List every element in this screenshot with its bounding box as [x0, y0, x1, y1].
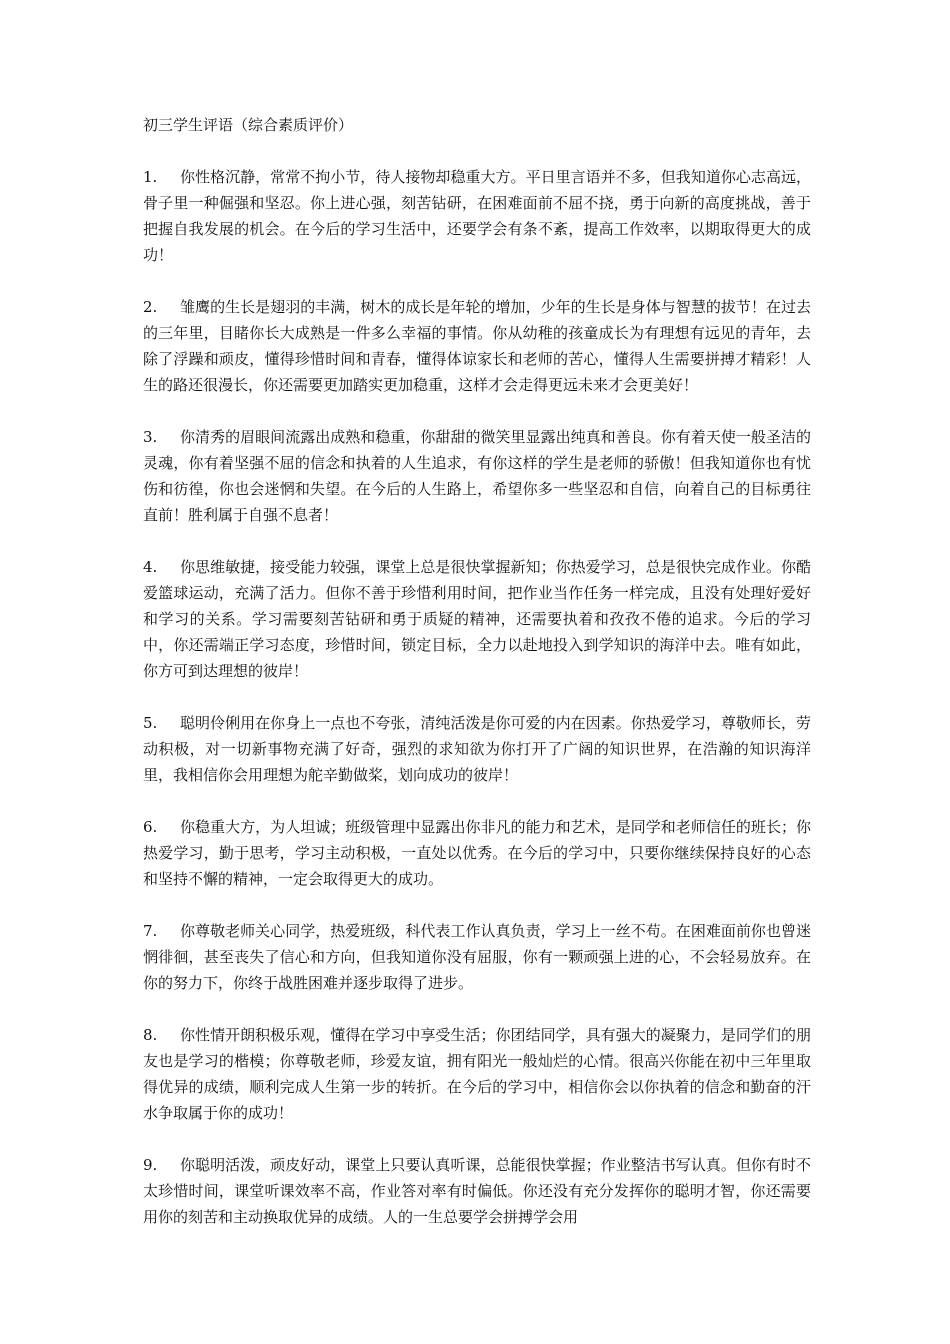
- comment-text: 你性格沉静，常常不拘小节，待人接物却稳重大方。平日里言语并不多，但我知道你心志高远，骨子里一种倔强和坚忍。你上进心强，刻苦钻研，在困难面前不屈不挠，勇于向新的高度挑战，善于把握自我发展的机会。在今后的学习生活中，还要学会有条不紊，提高工作效率，以期取得更大的成功！: [143, 168, 811, 264]
- comment-number: 5.: [143, 714, 158, 732]
- comment-number: 7.: [143, 922, 158, 940]
- comment-item: [143, 294, 811, 398]
- document-title: 初三学生评语（综合素质评价）: [143, 116, 354, 134]
- comment-text: 你思维敏捷，接受能力较强，课堂上总是很快掌握新知；你热爱学习，总是很快完成作业。你酷爱篮球运动，充满了活力。但你不善于珍惜利用时间，把作业当作任务一样完成，且没有处理好爱好和学习的关系。学习需要刻苦钻研和勇于质疑的精神，还需要执着和孜孜不倦的追求。今后的学习中，你还需端正学习态度，珍惜时间，锁定目标，全力以赴地投入到学知识的海洋中去。唯有如此，你方可到达理想的彼岸！: [143, 558, 811, 680]
- comment-item: [143, 1022, 811, 1126]
- comment-text: 你聪明活泼，顽皮好动，课堂上只要认真听课，总能很快掌握；作业整洁书写认真。但你有时不太珍惜时间，课堂听课效率不高，作业答对率有时偏低。你还没有充分发挥你的聪明才智，你还需要用你的刻苦和主动换取优异的成绩。人的一生总要学会拼搏学会用: [143, 1156, 811, 1226]
- comment-text: 雏鹰的生长是翅羽的丰满，树木的成长是年轮的增加，少年的生长是身体与智慧的拔节！在过去的三年里，目睹你长大成熟是一件多么幸福的事情。你从幼稚的孩童成长为有理想有远见的青年，去除了浮躁和顽皮，懂得珍惜时间和青春，懂得体谅家长和老师的苦心，懂得人生需要拼搏才精彩！人生的路还很漫长，你还需要更加踏实更加稳重，这样才会走得更远未来才会更美好！: [143, 298, 811, 394]
- comment-item: [143, 554, 811, 684]
- comment-text: 你性情开朗积极乐观，懂得在学习中享受生活；你团结同学，具有强大的凝聚力，是同学们的朋友也是学习的楷模；你尊敬老师，珍爱友谊，拥有阳光一般灿烂的心情。很高兴你能在初中三年里取得优异的成绩，顺利完成人生第一步的转折。在今后的学习中，相信你会以你执着的信念和勤奋的汗水争取属于你的成功！: [143, 1026, 811, 1122]
- comment-item: [143, 814, 811, 892]
- comment-number: 3.: [143, 428, 158, 446]
- comment-item: [143, 424, 811, 528]
- comment-item: [143, 164, 811, 268]
- comment-number: 1.: [143, 168, 158, 186]
- comment-number: 6.: [143, 818, 158, 836]
- comment-item: [143, 1152, 811, 1230]
- comment-number: 4.: [143, 558, 158, 576]
- comment-number: 2.: [143, 298, 158, 316]
- comment-text: 你清秀的眉眼间流露出成熟和稳重，你甜甜的微笑里显露出纯真和善良。你有着天使一般圣洁的灵魂，你有着坚强不屈的信念和执着的人生追求，有你这样的学生是老师的骄傲！但我知道你也有忧伤和彷徨，你也会迷惘和失望。在今后的人生路上，希望你多一些坚忍和自信，向着自己的目标勇往直前！胜利属于自强不息者！: [143, 428, 811, 524]
- comment-number: 8.: [143, 1026, 158, 1044]
- comment-text: 聪明伶俐用在你身上一点也不夸张，清纯活泼是你可爱的内在因素。你热爱学习，尊敬师长，劳动积极，对一切新事物充满了好奇，强烈的求知欲为你打开了广阔的知识世界，在浩瀚的知识海洋里，我相信你会用理想为舵辛勤做桨，划向成功的彼岸！: [143, 714, 811, 784]
- comment-number: 9.: [143, 1156, 158, 1174]
- comment-item: [143, 918, 811, 996]
- comment-text: 你尊敬老师关心同学，热爱班级，科代表工作认真负责，学习上一丝不苟。在困难面前你也曾迷惘徘徊，甚至丧失了信心和方向，但我知道你没有屈服，你有一颗顽强上进的心，不会轻易放弃。在你的努力下，你终于战胜困难并逐步取得了进步。: [143, 922, 811, 992]
- document-page: [143, 112, 811, 1256]
- comment-text: 你稳重大方，为人坦诚；班级管理中显露出你非凡的能力和艺术，是同学和老师信任的班长；你热爱学习，勤于思考，学习主动积极，一直处以优秀。在今后的学习中，只要你继续保持良好的心态和坚持不懈的精神，一定会取得更大的成功。: [143, 818, 811, 888]
- comment-item: [143, 710, 811, 788]
